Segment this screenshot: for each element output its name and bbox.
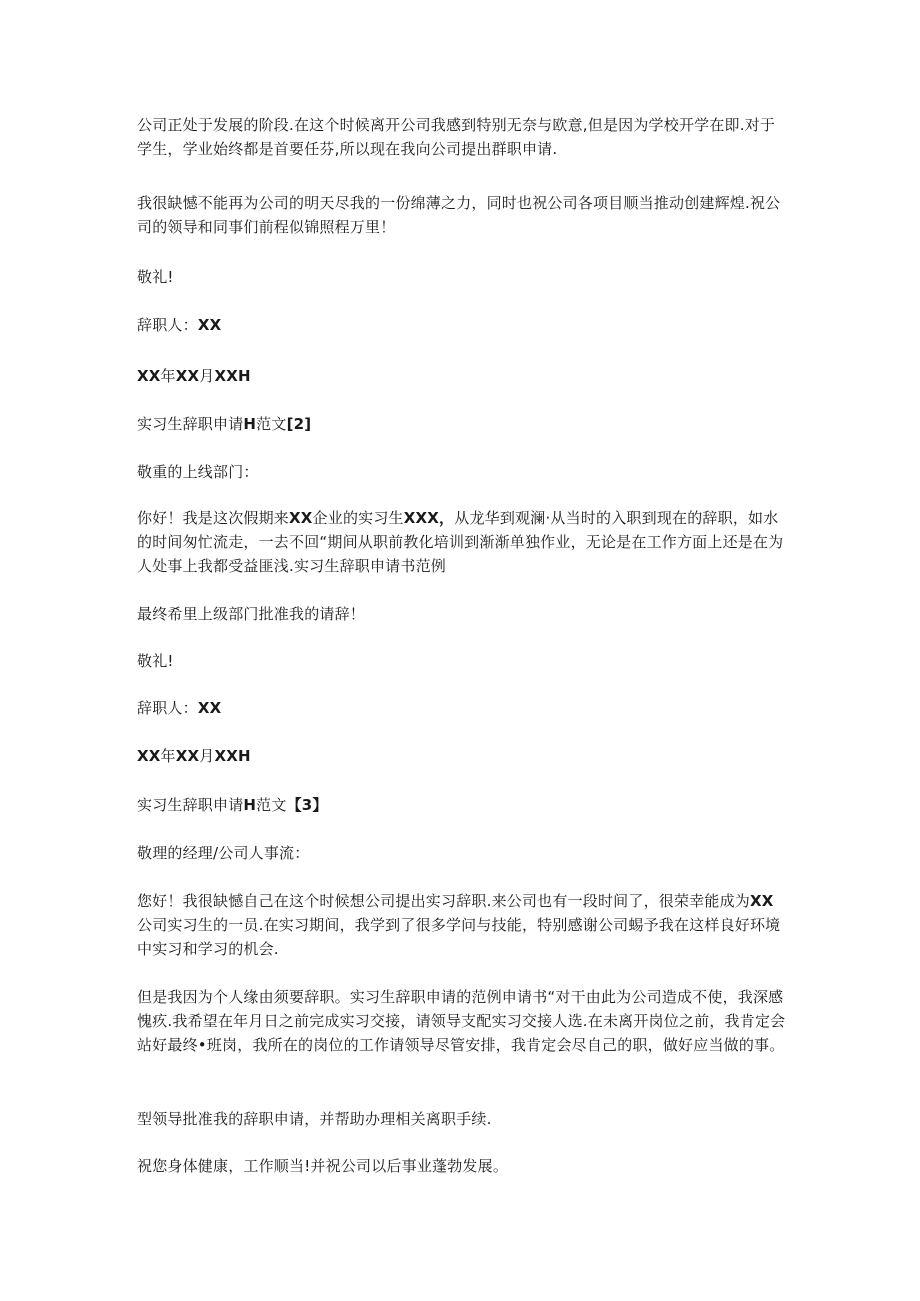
body-text: 企业的实习生 <box>312 509 404 527</box>
date-day: XXH <box>214 367 251 385</box>
signature-line-1 <box>137 313 221 337</box>
body-paragraph-3b: 但是我因为个人缘由须要辞职。实习生辞职申请的范例申请书“对干由此为公司造成不使，我深感愧疚.我希望在年月日之前完成实习交接，请领导支配实习交接人选.在未离开岗位之前，我肯定会站好最终•班岗，我所在的岗位的工作请领导尽管安排，我肯定会尽自己的职，做好应当做的事。 <box>137 988 786 1054</box>
body-bold-xx: XX <box>749 892 774 910</box>
section-heading-3 <box>137 793 328 817</box>
body-bold-xx: XX <box>289 509 313 527</box>
date-line-2 <box>137 744 251 768</box>
date-year: XX <box>137 367 161 385</box>
body-paragraph-3d: 祝您身体健康，工作顺当!并祝公司以后事业蓬勃发展。 <box>137 1157 509 1175</box>
body-text: 您好！我很缺憾自己在这个时候想公司提出实习辞职.来公司也有一段时间了，很荣幸能成为 <box>137 892 750 910</box>
heading-h: H <box>243 796 257 814</box>
body-paragraph-2 <box>137 506 787 578</box>
heading-prefix: 实习生辞职申请 <box>137 415 244 433</box>
date-line-1 <box>137 364 251 388</box>
signature-name: XX <box>197 699 222 717</box>
heading-mid: 范文 <box>256 796 287 814</box>
body-paragraph-3a <box>137 889 787 961</box>
date-month: XX <box>175 747 200 765</box>
heading-h: H <box>243 415 257 433</box>
body-text: 你好！我是这次假期来 <box>137 509 290 527</box>
heading-mid: 范文 <box>256 415 287 433</box>
signature-label: 辞职人： <box>137 699 198 717</box>
date-year-char: 年 <box>160 367 176 385</box>
heading-prefix: 实习生辞职申请 <box>137 796 244 814</box>
date-year: XX <box>137 747 161 765</box>
paragraph-regret: 我很缺憾不能再为公司的明天尽我的一份绵薄之力，同时也祝公司各项目顺当推动创建辉煌.祝公司的领导和同事们前程似锦照程万里！ <box>137 194 781 236</box>
closing-salute-1: 敬礼! <box>137 268 174 286</box>
body-paragraph-3c: 型领导批准我的辞职申请，并帮助办理相关离职手续. <box>137 1110 492 1128</box>
date-month-char: 月 <box>199 367 215 385</box>
signature-label: 辞职人： <box>137 316 198 334</box>
date-day: XXH <box>214 747 251 765</box>
section-heading-2 <box>137 412 311 436</box>
final-request-2: 最终希里上级部门批准我的请辞！ <box>137 605 366 623</box>
heading-number: [2] <box>286 415 312 433</box>
body-bold-xxx: XXX， <box>403 509 455 527</box>
paragraph-company-stage: 公司正处于发展的阶段.在这个时候离开公司我感到特别无奈与欧意,但是因为学校开学在即.对于学生，学业始终都是首要任芬,所以现在我向公司提出群职申请. <box>137 116 776 158</box>
signature-name: XX <box>197 316 222 334</box>
body-text: 从龙华到观澜·从当时的入职到现在的辞职，如水的时间匆忙流走，一去不回“期间从职前教化培训到渐渐单独作业，无论是在工作方面上还是在为人处事上我都受益匪浅.实习生辞职申请书范例 <box>137 509 784 575</box>
salutation-2: 敬重的上线部门： <box>137 463 259 481</box>
heading-number: 【3】 <box>286 796 328 814</box>
signature-line-2 <box>137 696 221 720</box>
date-month-char: 月 <box>199 747 215 765</box>
date-month: XX <box>175 367 200 385</box>
salutation-3: 敬理的经理/公司人事流： <box>137 844 310 862</box>
body-text: 公司实习生的一员.在实习期间，我学到了很多学问与技能，特别感谢公司蜴予我在这样良好环境中实习和学习的机会. <box>137 916 781 958</box>
closing-salute-2: 敬礼! <box>137 652 174 670</box>
date-year-char: 年 <box>160 747 176 765</box>
